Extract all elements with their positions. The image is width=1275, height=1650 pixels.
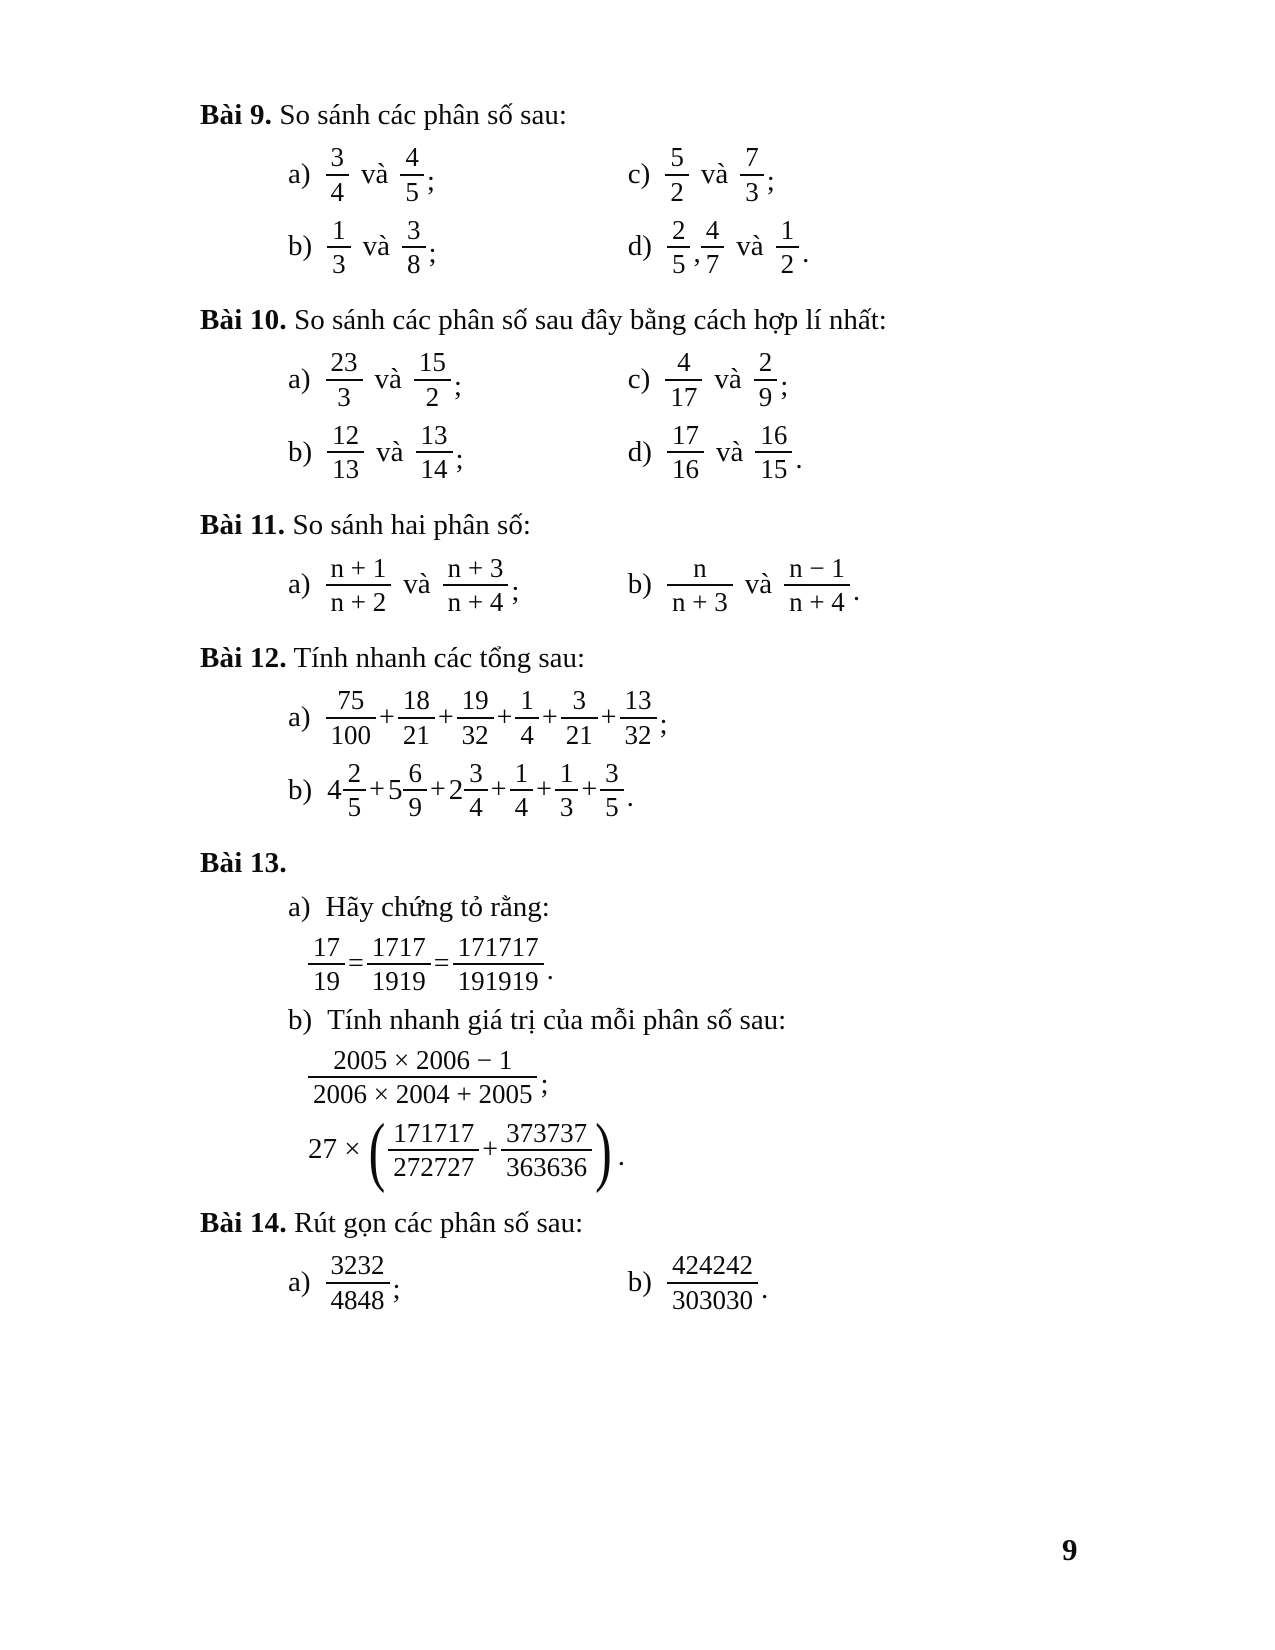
word: và — [700, 158, 729, 190]
fraction — [326, 1250, 390, 1314]
punctuation: ; — [392, 1273, 401, 1306]
fraction — [667, 420, 704, 484]
fraction — [457, 685, 494, 749]
fraction-denominator: n + 3 — [667, 584, 733, 617]
fraction — [343, 758, 367, 822]
fraction — [667, 553, 733, 617]
problem-item — [200, 1106, 625, 1194]
fraction — [327, 215, 351, 279]
item-label: a) — [288, 363, 311, 396]
fraction — [755, 420, 792, 484]
fraction-denominator: 14 — [416, 451, 453, 484]
fraction-denominator: 2006 × 2004 + 2005 — [308, 1076, 537, 1109]
fraction-denominator: 32 — [457, 717, 494, 750]
fraction-numerator: 171717 — [393, 1117, 475, 1148]
fraction — [443, 553, 509, 617]
fraction-numerator: 1 — [332, 214, 346, 245]
problem-number: Bài 10. — [200, 304, 287, 337]
fraction — [367, 932, 431, 996]
problem-section — [200, 301, 1130, 484]
word: và — [736, 230, 764, 263]
problem-row — [200, 1106, 1130, 1194]
operator: + — [600, 701, 617, 733]
fraction — [453, 932, 544, 996]
fraction — [510, 758, 534, 822]
operator: + — [429, 774, 446, 806]
punctuation: ; — [511, 575, 520, 608]
operator: + — [541, 701, 558, 733]
operator: + — [379, 701, 395, 733]
fraction-denominator: 17 — [665, 379, 702, 412]
fraction-numerator: 3 — [605, 757, 619, 788]
fraction — [561, 685, 598, 749]
word: và — [362, 230, 391, 263]
item-label: d) — [627, 435, 652, 468]
mixed-number — [449, 758, 488, 822]
fraction — [464, 758, 488, 822]
fraction — [400, 142, 424, 206]
fraction — [308, 1045, 537, 1109]
fraction-denominator: 3 — [555, 789, 579, 822]
fraction-numerator: 18 — [402, 685, 430, 716]
problem-row — [200, 347, 1130, 411]
problem-number: Bài 14. — [200, 1207, 287, 1240]
punctuation: ; — [766, 165, 775, 197]
problem-number: Bài 12. — [200, 642, 287, 675]
punctuation: ; — [455, 442, 464, 475]
item-label: a) — [288, 1266, 311, 1299]
fraction-denominator: 5 — [343, 789, 367, 822]
problem-item — [200, 215, 628, 279]
problem-section — [200, 844, 1130, 1194]
fraction-numerator: 2 — [758, 347, 773, 378]
problem-title: So sánh các phân số sau đây bằng cách hợp lí nhất: — [286, 304, 887, 337]
item-label: a) — [288, 158, 311, 190]
fraction-denominator: 3 — [326, 379, 363, 412]
fraction-numerator: 373737 — [506, 1117, 588, 1148]
fraction-denominator: 4 — [510, 789, 534, 822]
fraction-numerator: 2005 × 2006 − 1 — [333, 1045, 513, 1076]
fraction-numerator: 4 — [705, 214, 720, 245]
fraction — [776, 215, 800, 279]
punctuation: ; — [780, 370, 789, 403]
page-number: 9 — [1062, 1532, 1078, 1567]
fraction — [416, 420, 453, 484]
fraction-numerator: 16 — [760, 419, 788, 450]
word: và — [715, 435, 744, 468]
problem-row — [200, 891, 1130, 924]
fraction — [701, 215, 725, 279]
problem-item — [200, 1045, 549, 1109]
fraction-denominator: 19 — [308, 963, 345, 996]
item-label: b) — [627, 1266, 652, 1299]
fraction-numerator: 17 — [671, 419, 699, 450]
fraction-numerator: n — [693, 552, 707, 583]
fraction-denominator: 7 — [701, 246, 725, 279]
problem-item — [200, 685, 668, 749]
fraction — [501, 1118, 592, 1182]
math-text: 27 × — [308, 1133, 361, 1166]
item-label: a) — [288, 890, 311, 923]
operator: + — [496, 701, 513, 733]
problem-item — [628, 142, 1130, 206]
word: và — [714, 363, 742, 396]
problem-item — [200, 142, 628, 206]
item-label: b) — [288, 773, 313, 806]
fraction — [403, 758, 427, 822]
fraction-denominator: 21 — [561, 717, 598, 750]
problem-row — [200, 758, 1130, 822]
problem-number: Bài 13. — [200, 847, 287, 880]
word: và — [361, 158, 389, 190]
problem-section — [200, 639, 1130, 822]
fraction — [740, 142, 764, 206]
fraction-denominator: 5 — [667, 246, 691, 279]
problem-row — [200, 1250, 1130, 1314]
punctuation: . — [802, 237, 810, 270]
operator: = — [348, 947, 364, 979]
fraction-numerator: 424242 — [671, 1250, 753, 1281]
problem-item — [200, 891, 550, 924]
fraction — [600, 758, 624, 822]
fraction — [326, 347, 363, 411]
fraction-numerator: 75 — [337, 685, 365, 716]
punctuation: . — [760, 1273, 769, 1306]
fraction-numerator: 4 — [677, 347, 691, 378]
fraction — [784, 553, 850, 617]
item-label: a) — [288, 701, 311, 734]
fraction — [388, 1118, 479, 1182]
fraction-denominator: n + 4 — [443, 584, 509, 617]
fraction-numerator: n − 1 — [789, 552, 845, 583]
punctuation: . — [852, 575, 861, 608]
item-label: b) — [288, 435, 313, 468]
whole-number: 2 — [448, 773, 464, 806]
fraction-denominator: 9 — [754, 379, 778, 412]
fraction-denominator: 191919 — [453, 963, 544, 996]
fraction — [754, 347, 778, 411]
problem-item — [628, 1250, 1130, 1314]
fraction-numerator: 13 — [420, 419, 448, 450]
left-paren: ( — [368, 1106, 386, 1194]
fraction — [515, 685, 539, 749]
fraction-denominator: 4 — [326, 174, 350, 207]
problem-item — [628, 215, 1130, 279]
punctuation: . — [626, 780, 634, 813]
punctuation: , — [693, 237, 701, 270]
operator: + — [490, 774, 507, 806]
fraction-denominator: 4848 — [326, 1282, 390, 1315]
fraction-numerator: 7 — [745, 142, 759, 173]
fraction-numerator: 15 — [418, 347, 446, 378]
fraction-denominator: 5 — [600, 789, 624, 822]
fraction-denominator: 32 — [620, 717, 657, 750]
fraction-numerator: 3 — [572, 685, 586, 716]
problem-title: So sánh các phân số sau: — [272, 99, 567, 131]
fraction-numerator: n + 1 — [330, 552, 387, 583]
fraction — [620, 685, 657, 749]
problem-heading — [200, 1204, 1130, 1242]
whole-number: 5 — [387, 773, 403, 806]
fraction-numerator: n + 3 — [447, 552, 504, 583]
fraction-denominator: 9 — [403, 789, 427, 822]
fraction — [326, 142, 350, 206]
mixed-number — [327, 758, 366, 822]
whole-number: 4 — [327, 773, 342, 806]
right-paren: ) — [595, 1106, 612, 1194]
word: và — [374, 363, 402, 396]
fraction-denominator: 21 — [398, 717, 435, 750]
problem-item — [200, 347, 628, 411]
fraction-denominator: 100 — [326, 717, 377, 750]
problem-item — [200, 553, 628, 617]
fraction — [308, 932, 345, 996]
problem-item — [200, 1250, 628, 1314]
fraction-numerator: 1 — [514, 757, 529, 788]
fraction-denominator: 2 — [776, 246, 800, 279]
fraction-denominator: 8 — [402, 246, 426, 279]
fraction-numerator: 3 — [469, 757, 483, 788]
fraction-numerator: 2 — [347, 757, 362, 788]
fraction-denominator: 15 — [755, 451, 792, 484]
fraction — [414, 347, 451, 411]
fraction-numerator: 3 — [407, 214, 421, 245]
fraction — [665, 347, 702, 411]
problem-item — [200, 420, 628, 484]
operator: + — [482, 1133, 499, 1165]
punctuation: ; — [659, 708, 668, 741]
problem-title: Tính nhanh các tổng sau: — [286, 642, 586, 675]
fraction-denominator: 3 — [740, 174, 764, 207]
fraction-numerator: 3 — [330, 142, 345, 173]
fraction-numerator: 1717 — [371, 931, 426, 962]
item-text: Tính nhanh giá trị của mỗi phân số sau: — [327, 1004, 787, 1037]
fraction-numerator: 13 — [624, 685, 652, 716]
operator: + — [369, 774, 385, 806]
fraction-numerator: 1 — [559, 757, 574, 788]
problem-title: Rút gọn các phân số sau: — [286, 1207, 584, 1240]
fraction-denominator: 272727 — [388, 1149, 479, 1182]
problem-item — [200, 932, 554, 996]
operator: + — [536, 774, 552, 806]
fraction-numerator: 4 — [405, 142, 419, 173]
problem-section — [200, 506, 1130, 617]
problem-number: Bài 11. — [200, 509, 286, 542]
problem-heading — [200, 844, 1130, 882]
fraction-numerator: 12 — [332, 419, 360, 450]
word: và — [403, 568, 431, 601]
punctuation: ; — [453, 370, 462, 403]
punctuation: . — [795, 442, 803, 475]
fraction-denominator: 2 — [665, 174, 689, 207]
fraction — [402, 215, 426, 279]
problem-heading — [200, 301, 1130, 339]
fraction-numerator: 1 — [520, 685, 534, 716]
item-label: b) — [627, 568, 652, 601]
fraction-denominator: n + 4 — [784, 584, 850, 617]
fraction-numerator: 171717 — [457, 931, 539, 962]
item-label: b) — [288, 1004, 313, 1037]
fraction-numerator: 3232 — [330, 1250, 385, 1281]
problem-item — [628, 420, 1130, 484]
punctuation: . — [617, 1140, 625, 1173]
problem-number: Bài 9. — [200, 99, 273, 131]
fraction — [667, 1250, 758, 1314]
fraction-denominator: 1919 — [367, 963, 431, 996]
fraction-denominator: 13 — [327, 451, 364, 484]
fraction-denominator: 4 — [464, 789, 488, 822]
punctuation: ; — [540, 1067, 549, 1100]
problem-item — [628, 553, 1130, 617]
fraction-denominator: 16 — [667, 451, 704, 484]
problem-row — [200, 215, 1130, 279]
fraction-numerator: 19 — [461, 685, 489, 716]
fraction-numerator: 6 — [408, 757, 422, 788]
fraction-denominator: 363636 — [501, 1149, 592, 1182]
fraction-denominator: 4 — [515, 717, 539, 750]
fraction-numerator: 23 — [330, 347, 358, 378]
item-text: Hãy chứng tỏ rằng: — [325, 890, 550, 923]
item-label: b) — [288, 230, 313, 263]
fraction — [327, 420, 364, 484]
fraction — [665, 142, 689, 206]
problem-item — [628, 347, 1130, 411]
problem-section — [200, 1204, 1130, 1315]
problem-row — [200, 932, 1130, 996]
problem-row — [200, 1004, 1130, 1037]
word: và — [376, 435, 404, 468]
punctuation: ; — [426, 165, 435, 197]
problem-heading — [200, 506, 1130, 544]
punctuation: . — [546, 954, 554, 987]
problem-heading — [200, 639, 1130, 677]
item-label: a) — [288, 568, 311, 601]
problem-heading — [200, 96, 1130, 134]
fraction — [398, 685, 435, 749]
item-label: c) — [627, 158, 651, 190]
problem-item — [200, 1004, 786, 1037]
item-label: c) — [627, 363, 651, 396]
problem-section — [200, 96, 1130, 279]
fraction-numerator: 1 — [780, 214, 795, 245]
problem-row — [200, 685, 1130, 749]
punctuation: ; — [428, 237, 437, 270]
operator: = — [433, 947, 450, 979]
problems-list — [200, 96, 1130, 1337]
problem-item — [200, 758, 634, 822]
fraction-denominator: 5 — [400, 174, 424, 207]
fraction-denominator: n + 2 — [326, 584, 392, 617]
problem-row — [200, 553, 1130, 617]
problem-title: So sánh hai phân số: — [285, 509, 531, 542]
mixed-number — [388, 758, 427, 822]
fraction — [326, 685, 377, 749]
fraction — [667, 215, 691, 279]
word: và — [744, 568, 773, 601]
problem-row — [200, 1045, 1130, 1109]
fraction-numerator: 2 — [671, 214, 686, 245]
fraction — [326, 553, 392, 617]
operator: + — [581, 774, 598, 806]
item-label: d) — [627, 230, 652, 263]
fraction — [555, 758, 579, 822]
fraction-denominator: 303030 — [667, 1282, 758, 1315]
problem-row — [200, 420, 1130, 484]
fraction-denominator: 3 — [327, 246, 351, 279]
fraction-numerator: 5 — [670, 142, 684, 173]
problem-row — [200, 142, 1130, 206]
fraction-numerator: 17 — [313, 931, 340, 962]
operator: + — [437, 701, 454, 733]
fraction-denominator: 2 — [414, 379, 451, 412]
